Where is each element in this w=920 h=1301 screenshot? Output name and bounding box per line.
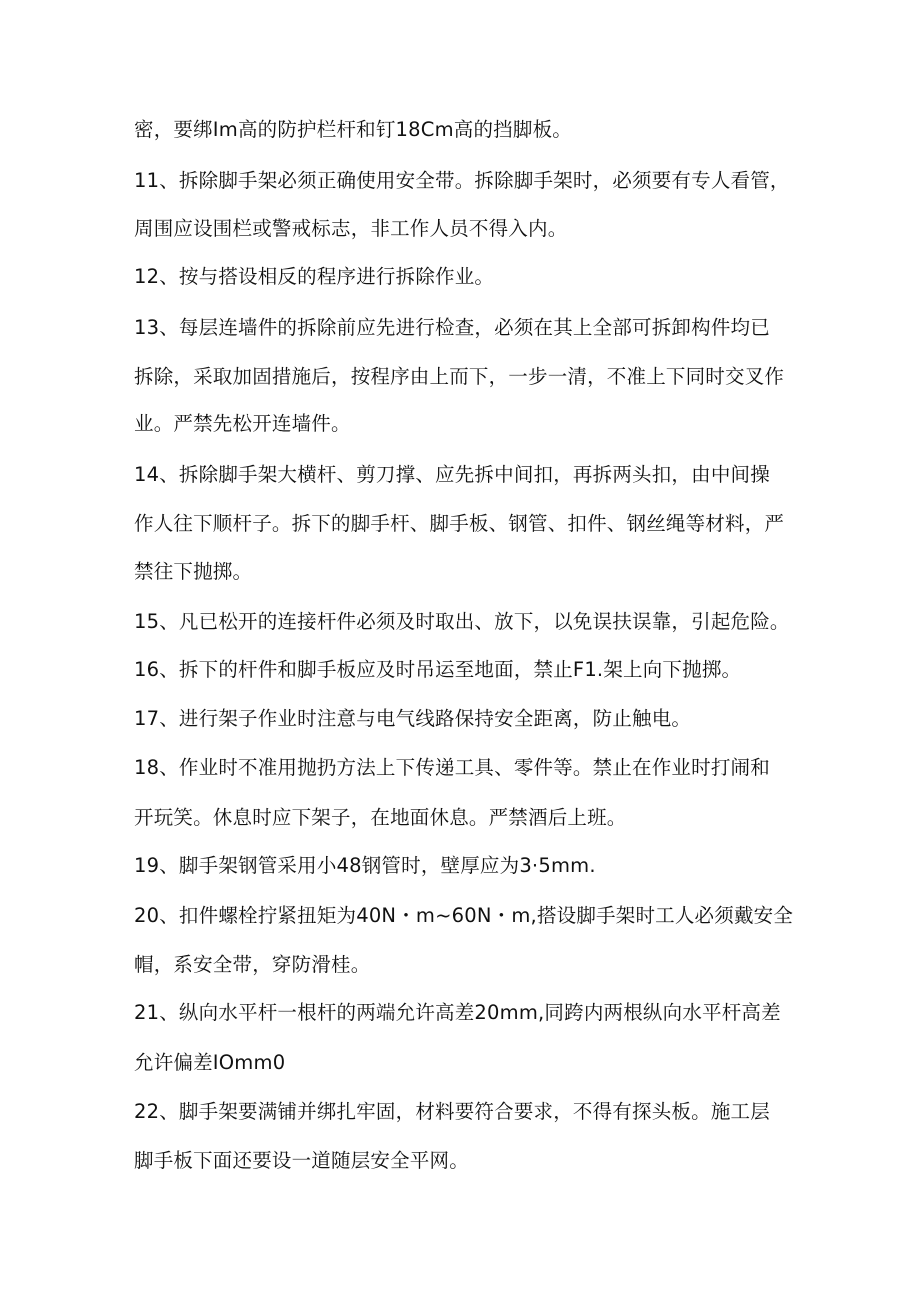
text-line: 13、每层连墙件的拆除前应先进行检查，必须在其上全部可拆卸构件均已 <box>134 316 770 339</box>
text-line: 开玩笑。休息时应下架子，在地面休息。严禁酒后上班。 <box>134 806 627 829</box>
text-line: 作人往下顺杆子。拆下的脚手杆、脚手板、钢管、扣件、钢丝绳等材料，严 <box>134 512 785 535</box>
text-line: 帽，系安全带，穿防滑桂。 <box>134 953 371 976</box>
text-line: 业。严禁先松开连墙件。 <box>134 412 351 435</box>
text-line: 19、脚手架钢管采用小48钢管时，壁厚应为3·5mm. <box>134 854 596 877</box>
text-line: 15、凡已松开的连接杆件必须及时取出、放下，以免误扶误靠，引起危险。 <box>134 610 790 633</box>
text-line: 20、扣件螺栓拧紧扭矩为40N・m~60N・m,搭设脚手架时工人必须戴安全 <box>134 904 794 927</box>
text-line: 拆除，采取加固措施后，按程序由上而下，一步一清，不准上下同时交叉作 <box>134 365 785 388</box>
text-line: 22、脚手架要满铺并绑扎牢固，材料要符合要求，不得有探头板。施工层 <box>134 1100 770 1123</box>
text-line: 允许偏差IOmm0 <box>134 1051 286 1074</box>
text-line: 18、作业时不准用抛扔方法上下传递工具、零件等。禁止在作业时打闹和 <box>134 756 770 779</box>
text-line: 16、拆下的杆件和脚手板应及时吊运至地面，禁止F1.架上向下抛掷。 <box>134 658 742 681</box>
text-line: 21、纵向水平杆一根杆的两端允许高差20mm,同跨内两根纵向水平杆高差 <box>134 1001 781 1024</box>
text-line: 12、按与搭设相反的程序进行拆除作业。 <box>134 265 495 288</box>
text-line: 17、进行架子作业时注意与电气线路保持安全距离，防止触电。 <box>134 707 692 730</box>
text-line: 禁往下抛掷。 <box>134 560 253 583</box>
text-line: 周围应设围栏或警戒标志，非工作人员不得入内。 <box>134 217 568 240</box>
text-line: 脚手板下面还要设一道随层安全平网。 <box>134 1149 469 1172</box>
text-line: 11、拆除脚手架必须正确使用安全带。拆除脚手架时，必须要有专人看管， <box>134 169 790 192</box>
text-line: 密，要绑Im高的防护栏杆和钉18Cm高的挡脚板。 <box>134 118 572 141</box>
text-line: 14、拆除脚手架大横杆、剪刀撑、应先拆中间扣，再拆两头扣，由中间操 <box>134 463 770 486</box>
